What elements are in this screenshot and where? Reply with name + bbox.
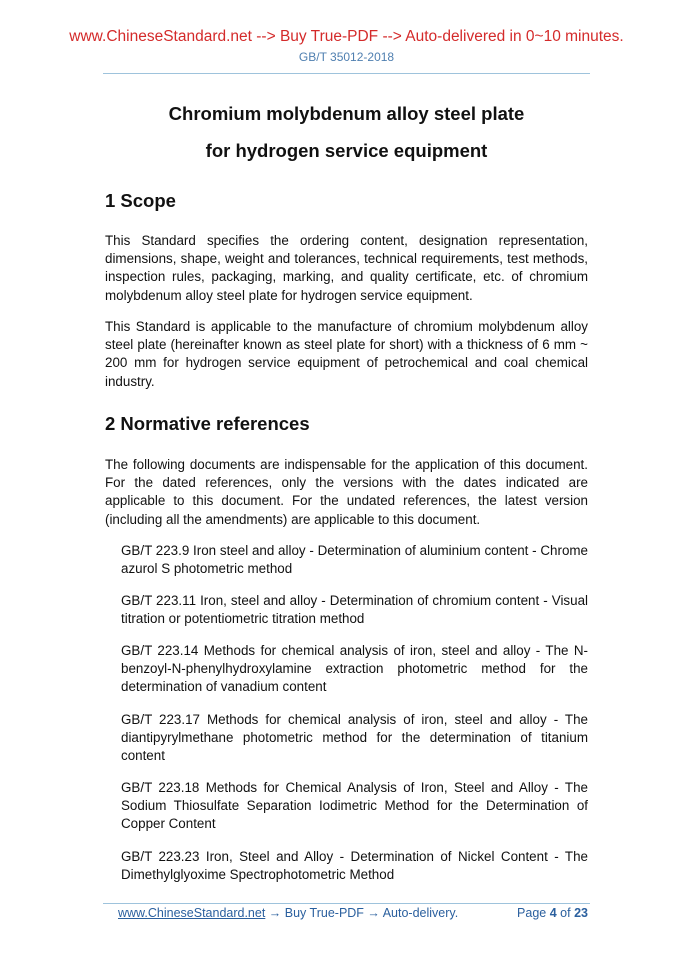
doc-title-line1: Chromium molybdenum alloy steel plate [168,103,525,124]
footer [118,906,588,920]
page-of: of [560,906,571,920]
paragraph: This Standard specifies the ordering content, designation representation, dimensions, shape, weight and tolerances, technical requirements, test methods, inspection rules, packaging, marking, and quality certificate, etc. of chromium molybdenum alloy steel plate for hydrogen service equipment. [105,233,588,303]
paragraph: This Standard is applicable to the manufacture of chromium molybdenum alloy steel plate (hereinafter known as steel plate for short) with a thickness of 6 mm ~ 200 mm for hydrogen service equipment of petrochemical and coal chemical industry. [105,319,588,389]
page-label: Page [517,906,547,920]
section-heading-scope: 1 Scope [105,190,176,211]
page-total: 23 [574,906,588,920]
section-heading-normative-references: 2 Normative references [105,413,310,434]
reference-item: GB/T 223.9 Iron steel and alloy - Determination of aluminium content - Chrome azurol S photometric method [121,543,588,577]
reference-item: GB/T 223.17 Methods for chemical analysis of iron, steel and alloy - The diantipyrylmethane photometric method for the determination of titanium content [121,712,588,764]
reference-item: GB/T 223.18 Methods for Chemical Analysis of Iron, Steel and Alloy - The Sodium Thiosulfate Separation Iodimetric Method for the Determination of Copper Content [121,780,588,832]
paragraph: The following documents are indispensable for the application of this document. For the dated references, only the versions with the dates indicated are applicable to this document. For the undated references, the latest version (including all the amendments) are applicable to this document. [105,457,588,527]
reference-item: GB/T 223.23 Iron, Steel and Alloy - Determination of Nickel Content - The Dimethylglyoxime Spectrophotometric Method [121,849,588,883]
reference-item: GB/T 223.14 Methods for chemical analysis of iron, steel and alloy - The N-benzoyl-N-phenylhydroxylamine extraction photometric method for the determination of vanadium content [121,643,588,695]
header-divider [103,73,590,74]
doc-title-line2: for hydrogen service equipment [205,140,488,161]
page-indicator [517,906,588,920]
reference-item: GB/T 223.11 Iron, steel and alloy - Determination of chromium content - Visual titration or potentiometric titration method [121,593,588,627]
footer-divider [103,903,590,904]
footer-text: → Buy True-PDF → Auto-delivery. [265,906,459,920]
footer-link[interactable]: www.ChineseStandard.net [118,906,266,920]
header-banner: www.ChineseStandard.net --> Buy True-PDF --> Auto-delivered in 0~10 minutes. [69,28,624,45]
standard-number: GB/T 35012-2018 [298,50,395,64]
page-number: 4 [549,906,557,920]
